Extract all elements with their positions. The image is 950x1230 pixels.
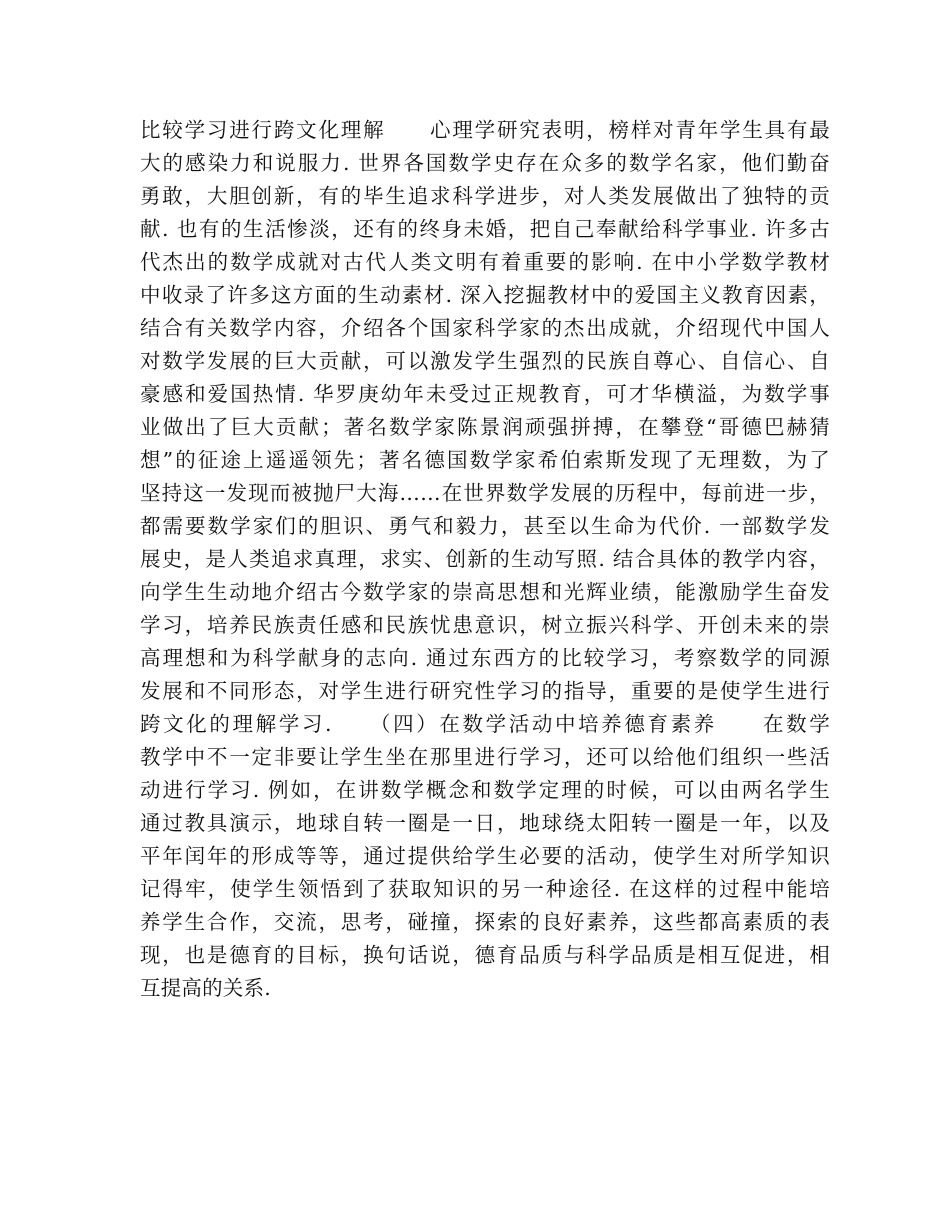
text-line: 勇敢，大胆创新，有的毕生追求科学进步，对人类发展做出了独特的贡 — [140, 184, 830, 208]
text-line: 互提高的关系. — [140, 976, 271, 1000]
text-line: 豪感和爱国热情. 华罗庚幼年未受过正规教育，可才华横溢，为数学事 — [140, 382, 830, 406]
text-line: 动进行学习. 例如，在讲数学概念和数学定理的时候，可以由两名学生 — [140, 778, 830, 802]
text-line: 学习，培养民族责任感和民族忧患意识，树立振兴科学、开创未来的崇 — [140, 613, 830, 637]
text-line: 想”的征途上遥遥领先；著名德国数学家希伯索斯发现了无理数，为了 — [140, 448, 830, 472]
text-line: 对数学发展的巨大贡献，可以激发学生强烈的民族自尊心、自信心、自 — [140, 349, 830, 373]
text-line: 坚持这一发现而被抛尸大海……在世界数学发展的历程中，每前进一步， — [140, 481, 830, 505]
text-line: 代杰出的数学成就对古代人类文明有着重要的影响. 在中小学数学教材 — [140, 250, 830, 274]
text-line: 跨文化的理解学习. （四）在数学活动中培养德育素养 在数学 — [140, 712, 830, 736]
text-line: 发展和不同形态，对学生进行研究性学习的指导，重要的是使学生进行 — [140, 679, 830, 703]
text-line: 高理想和为科学献身的志向. 通过东西方的比较学习，考察数学的同源 — [140, 646, 830, 670]
text-line: 献. 也有的生活惨淡，还有的终身未婚，把自己奉献给科学事业. 许多古 — [140, 217, 830, 241]
text-line: 展史，是人类追求真理，求实、创新的生动写照. 结合具体的教学内容， — [140, 547, 830, 571]
text-line: 结合有关数学内容，介绍各个国家科学家的杰出成就，介绍现代中国人 — [140, 316, 830, 340]
text-line: 中收录了许多这方面的生动素材. 深入挖掘教材中的爱国主义教育因素， — [140, 283, 830, 307]
text-line: 养学生合作，交流，思考，碰撞，探索的良好素养，这些都高素质的表 — [140, 910, 830, 934]
text-line: 大的感染力和说服力. 世界各国数学史存在众多的数学名家，他们勤奋 — [140, 151, 830, 175]
text-line: 比较学习进行跨文化理解 心理学研究表明，榜样对青年学生具有最 — [140, 118, 830, 142]
text-line: 现，也是德育的目标，换句话说，德育品质与科学品质是相互促进，相 — [140, 943, 830, 967]
body-text — [140, 114, 830, 1005]
text-line: 都需要数学家们的胆识、勇气和毅力，甚至以生命为代价. 一部数学发 — [140, 514, 830, 538]
text-line: 平年闰年的形成等等，通过提供给学生必要的活动，使学生对所学知识 — [140, 844, 830, 868]
text-line: 业做出了巨大贡献；著名数学家陈景润顽强拼搏，在攀登“哥德巴赫猜 — [140, 415, 830, 439]
text-line: 教学中不一定非要让学生坐在那里进行学习，还可以给他们组织一些活 — [140, 745, 830, 769]
text-line: 通过教具演示，地球自转一圈是一日，地球绕太阳转一圈是一年，以及 — [140, 811, 830, 835]
text-line: 记得牢，使学生领悟到了获取知识的另一种途径. 在这样的过程中能培 — [140, 877, 830, 901]
text-line: 向学生生动地介绍古今数学家的崇高思想和光辉业绩，能激励学生奋发 — [140, 580, 830, 604]
